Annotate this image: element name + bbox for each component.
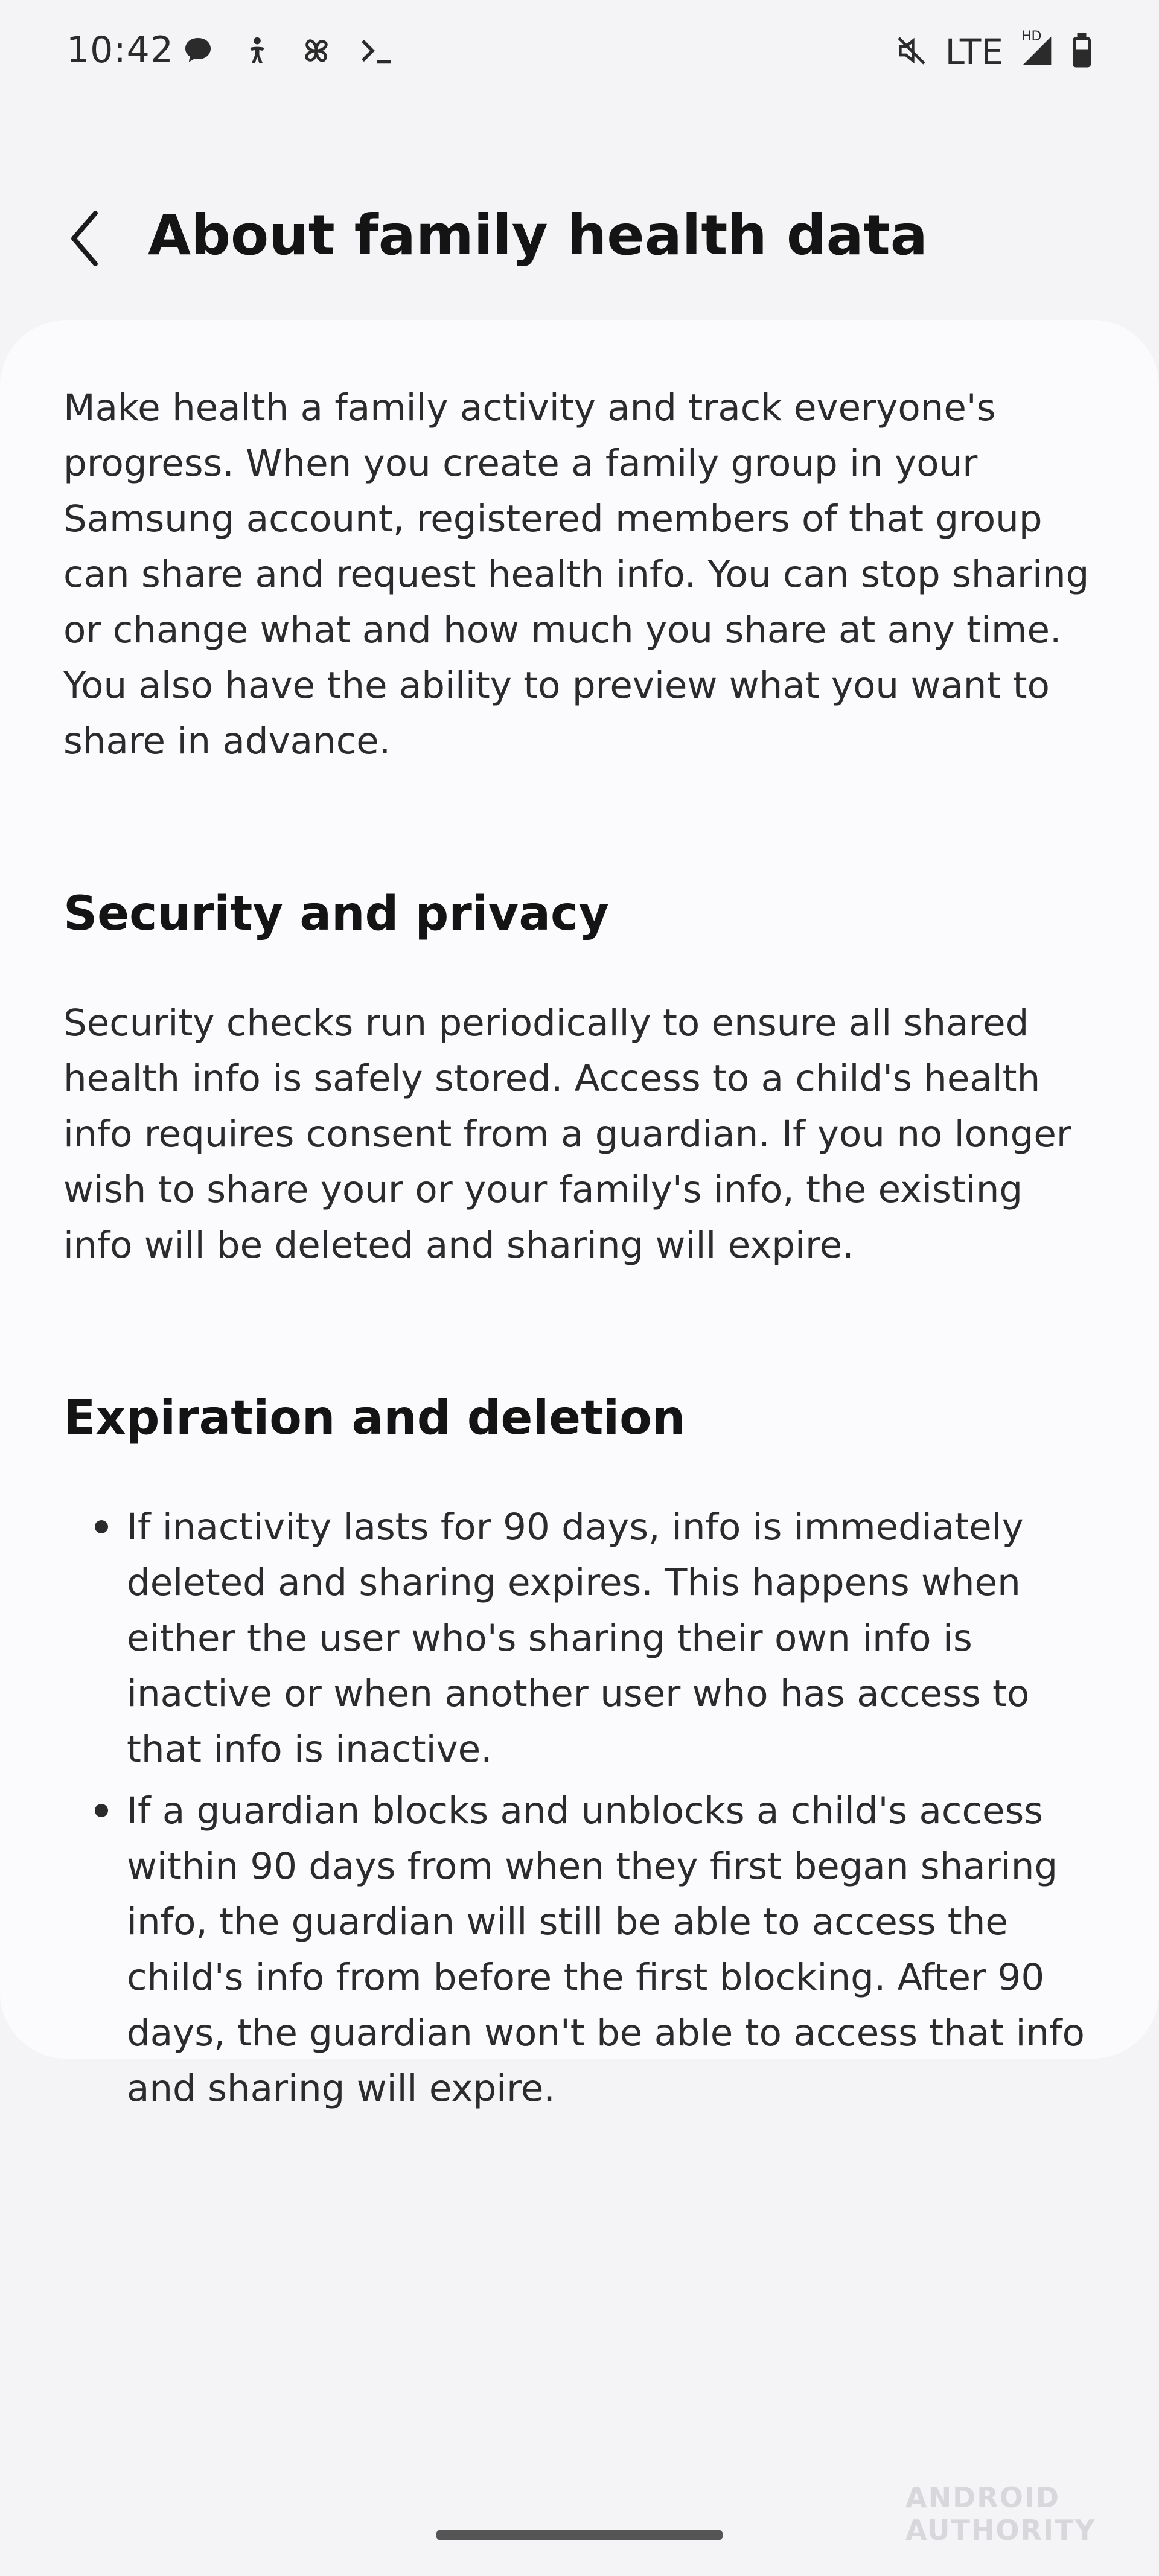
back-button[interactable] [57,205,112,272]
list-item-text: If inactivity lasts for 90 days, info is immediately deleted and sharing expires. This happens when either the user who's sharing their own info is inactive or when another user who has access to that info is inactive. [127,1506,1030,1771]
security-paragraph: Security checks run periodically to ensure all shared health info is safely stored. Access to a child's health info requires consent from a guardian. If you no longer wish to share your or your family's info, the existing info will be deleted and sharing will expire. [63,1002,1071,1267]
pinwheel-icon [299,34,333,70]
page-title: About family health data [148,203,928,267]
watermark: ANDROID AUTHORITY [905,2481,1096,2546]
battery-icon [1071,33,1093,71]
network-type: LTE [945,31,1003,72]
status-bar [0,0,1159,109]
accessibility-person-icon [240,34,274,70]
terminal-prompt-icon [359,34,395,70]
status-time: 10:42 [66,29,174,71]
expiration-list [63,1500,1090,2117]
list-item [63,1783,1090,2117]
intro-paragraph: Make health a family activity and track everyone's progress. When you create a family group in your Samsung account, registered members of that group can share and request health info. You can stop sharing or change what and how much you share at any time. You also have the ability to preview what you want to share in advance. [63,386,1090,762]
chat-bubble-icon [181,34,215,70]
system-icons [895,31,1093,72]
content-card [0,320,1159,2110]
list-item [63,1500,1090,1777]
section-title-expiration: Expiration and deletion [63,1391,686,1445]
content [63,380,1090,2123]
chevron-left-icon [66,208,103,269]
section-title-security: Security and privacy [63,887,610,941]
app-header [0,181,1159,290]
bullet-icon [95,1804,108,1817]
notification-icons [181,34,395,70]
signal-icon [1020,29,1054,70]
mute-vibrate-icon [895,34,928,70]
hd-label: HD [1021,29,1042,44]
bullet-icon [95,1520,108,1533]
list-item-text: If a guardian blocks and unblocks a child's access within 90 days from when they first began sharing info, the guardian will still be able to access the child's info from before the first blocking. After 90 days, the guardian won't be able to access that info and sharing will expire. [127,1789,1085,2110]
home-indicator[interactable] [436,2530,723,2540]
